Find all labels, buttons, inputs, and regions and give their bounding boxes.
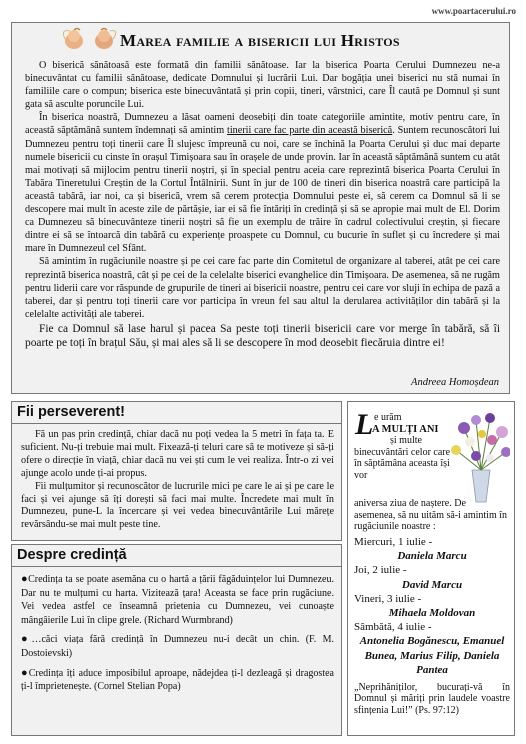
quote-item: [21, 573, 334, 627]
persevere-title: Fii perseverent!: [17, 404, 125, 420]
faith-title: Despre credință: [17, 547, 127, 563]
birthday-list: [354, 535, 510, 677]
persevere-box: [11, 401, 342, 541]
birthday-name: Mihaela Moldovan: [388, 607, 476, 620]
birthday-name: Daniela Marcu: [397, 550, 467, 563]
faith-box: [11, 544, 342, 736]
underlined-phrase: tinerii care fac parte din această biserică: [227, 125, 393, 137]
persevere-body: [21, 429, 334, 532]
quote-text: …căci viața fără credință în Dumnezeu nu-i decât un chin. (F. M. Dostoievski): [21, 634, 334, 659]
bullet-icon: ●: [21, 633, 32, 646]
birthday-name: David Marcu: [401, 578, 463, 591]
birthday-name: Antonelia Bogănescu, Emanuel Bunea, Marius Filip, Daniela Pantea: [359, 635, 505, 676]
divider: [12, 423, 341, 424]
text-segment: . Suntem recunoscători lui Dumnezeu pentru toți tinerii care Îl slujesc împreună cu noi, care se închină la Poarta Cerului și duc mai departe numele bisericii cu cinste în orașul Timișoara sau în orașele de unde provin. Iar în această săptămână suntem cu atât mai motivați să mijlocim pentru tinerii noștri, și în special pentru aceia care reprezintă biserica Poarta Cerului în Tabăra Tineretului Creștin de la Cortul Întâlnirii. Sunt în jur de 100 de tineri din biserica noastră care participă la această tabără, iar noi, ca și biserică, vrem să cerem protecția Domnului peste ei, să cerem ca Domnul să li se descopere mai mult în aceste zile de părtășie, iar ei să fie întăriți în credință și să se apropie mai mult de El. Dorim ca Dumnezeu să binecuvânteze tinerii noștri să fie un exemplu de trăire în cadrul colectivului creștin, și fiecare dintre ei să se întoarcă din tabără cu experiențe proaspete cu Domnul, cu bucurie în suflet și cu încredere și mai mare în Dumnezeul cel Sfânt.: [25, 125, 501, 255]
intro-line: binecuvântări celor care în săptămâna aceasta își vor: [354, 446, 451, 481]
intro-line: și multe: [390, 435, 422, 447]
divider: [12, 566, 341, 567]
article-signature: Andreea Homoșdean: [411, 377, 499, 388]
article-paragraph: [25, 111, 500, 255]
article-closing-paragraph: Fie ca Domnul să lase harul și pacea Sa peste toți tinerii bisericii care vor merge în tabără, să îi poarte pe toți în brațul Său, și mai ales să li se descopere în mod deosebit fiecăruia dintre ei!: [25, 322, 500, 349]
intro-highlight: A MULȚI ANI: [372, 423, 439, 435]
article-body: [25, 59, 500, 350]
drop-cap: L: [355, 408, 374, 441]
text-segment: În biserica noastră, Dumnezeu a lăsat oameni deosebiți din toate categoriile amintite, motiv pentru care, în această săptămână suntem îndemnați să amintim: [25, 112, 500, 137]
cherubs-illustration: [60, 25, 122, 55]
site-url[interactable]: www.poartacerului.ro: [431, 6, 516, 16]
birthday-day: Joi, 2 iulie -: [354, 564, 407, 577]
persevere-paragraph: Fii mulțumitor și recunoscător de lucrurile mici pe care le ai și pe care le faci și vei ajunge să îți dorești să faci mai multe. Încredete mai mult în Dumnezeu, pune-L la încercare și vei vedea binecuvântările Lui mărețe revărsându-se mai mult peste tine.: [21, 480, 334, 531]
birthday-intro-rest: aniversa ziua de naștere. De asemenea, să nu uităm să-i amintim în rugăciunile noastre :: [354, 498, 508, 533]
quote-text: Credința îți aduce imposibilul aproape, nădejdea ți-l dezleagă și dragostea ți-l împrietenește. (Cornel Stelian Popa): [21, 667, 334, 693]
quote-item: [21, 667, 334, 694]
quote-item: [21, 633, 334, 660]
quote-text: Credința ta se poate asemăna cu o hartă a țării făgăduințelor lui Dumnezeu. Dar nu te mulțumi cu harta. Vizitează țara! Aceasta se face prin rugăciune. Vei vedea astfel ce înseamnă prietenia cu Dumnezeu, vei cunoaște mângâierile Lui în clipe grele. (Richard Wurmbrand): [21, 574, 334, 626]
article-paragraph: Să amintim în rugăciunile noastre și pe cei care fac parte din Comitetul de organizare al taberei, atât pe cei care reprezintă biserica noastră, cât și pe cei de la celelalte biserici evanghelice din Timișoara. De asemenea, să ne rugăm pentru liderii care vor răspunde de grupurile de tineri ai bisericii noastre, pentru cei care vor sluji în echipa de pază a taberei, dar și pentru toți tinerii care vor participa în vreun fel sau altul la derularea activităților din tabără și la celelalte activități ale taberei.: [25, 256, 500, 320]
birthday-day: Vineri, 3 iulie -: [354, 592, 422, 605]
birthday-day: Sâmbătă, 4 iulie -: [354, 621, 432, 634]
flower-bouquet-illustration: [446, 410, 510, 504]
intro-line: e urăm: [374, 412, 402, 423]
article-title: Marea familie a bisericii lui Hristos: [120, 31, 400, 50]
birthdays-box: [347, 401, 515, 736]
faith-body: [21, 573, 334, 700]
main-article: [11, 22, 510, 394]
bullet-icon: ●: [21, 666, 29, 679]
bible-verse: „Neprihăniților, bucurați-vă în Domnul și măriți prin laudele voastre sfințenia Lui!” (Ps. 97:12): [354, 682, 510, 716]
bullet-icon: ●: [21, 573, 29, 585]
persevere-paragraph: Fă un pas prin credință, chiar dacă nu poți vedea la 5 metri în fața ta. E suficient. Nu-ți trebuie mai mult. Fixează-ți teluri care să te motiveze și să-ți ofere o direcție în viață, chiar dacă nu vei ști cum le vei realiza. Într-o zi vei ajunge acolo unde ți-ai propus.: [21, 429, 334, 479]
birthday-intro: [354, 412, 454, 482]
birthday-day: Miercuri, 1 iulie -: [354, 536, 433, 548]
article-paragraph: O biserică sănătoasă este formată din familii sănătoase. Iar la biserica Poarta Cerului Dumnezeu ne-a binecuvântat cu familii sănătoase, dedicate Domnului și lucrării Lui. Dar bogăția unei biserici nu stă numai în familiile care o compun; biserica este binecuvântată și prin copii, tineri, vârstnici, care Îl caută pe Domnul și sunt gata să asculte poruncile Lui.: [25, 60, 500, 111]
